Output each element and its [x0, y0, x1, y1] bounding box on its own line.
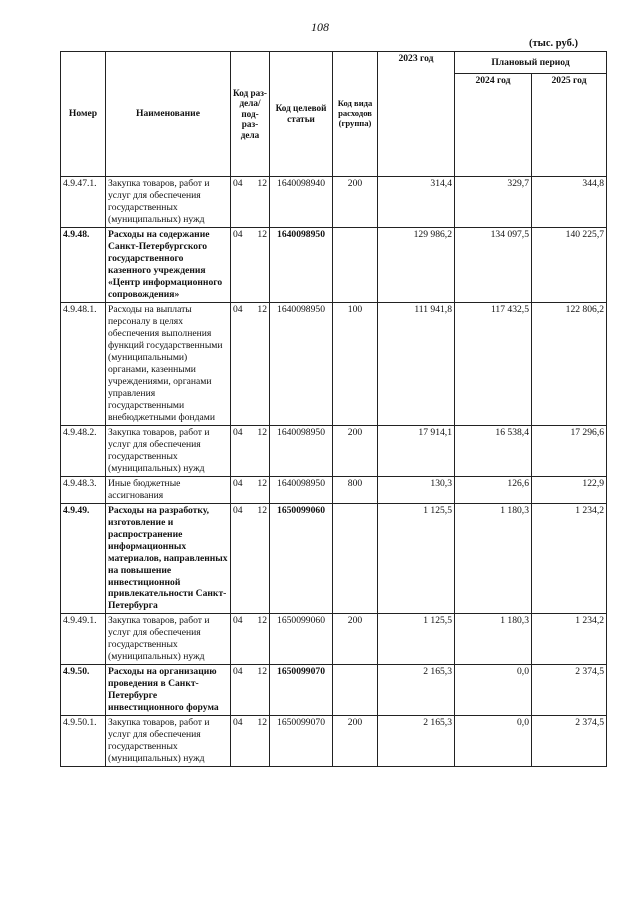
row-section-code: 04: [233, 303, 243, 315]
row-amount-2024: 16 538,4: [455, 425, 532, 476]
header-year-2024: 2024 год: [455, 73, 532, 176]
row-subsection-code: 12: [257, 477, 267, 489]
row-section-code: 04: [233, 477, 243, 489]
row-amount-2025: 2 374,5: [532, 716, 607, 767]
row-expense-type: [333, 665, 378, 716]
row-section-code: 04: [233, 666, 243, 678]
row-amount-2024: 1 180,3: [455, 614, 532, 665]
row-subsection-code: 12: [257, 717, 267, 729]
row-amount-2023: 2 165,3: [378, 665, 455, 716]
row-amount-2024: 134 097,5: [455, 227, 532, 302]
row-name: Закупка товаров, работ и услуг для обеспечения государственных (муниципальных) нужд: [106, 716, 231, 767]
row-number: 4.9.49.1.: [61, 614, 106, 665]
row-section: [231, 476, 270, 503]
row-expense-type: [333, 503, 378, 614]
header-name: Наименование: [106, 52, 231, 177]
row-amount-2024: 126,6: [455, 476, 532, 503]
row-amount-2023: 17 914,1: [378, 425, 455, 476]
table-row: [61, 503, 607, 614]
row-expense-type: 200: [333, 716, 378, 767]
row-name: Иные бюджетные ассигнования: [106, 476, 231, 503]
table-row: [61, 302, 607, 425]
row-amount-2024: 329,7: [455, 177, 532, 228]
header-year-2023: 2023 год: [378, 52, 455, 177]
row-target-article: 1640098950: [270, 476, 333, 503]
table-row: [61, 177, 607, 228]
row-amount-2023: 130,3: [378, 476, 455, 503]
row-number: 4.9.48.1.: [61, 302, 106, 425]
header-section: Код раз- дела/ под- раз- дела: [231, 52, 270, 177]
row-amount-2023: 2 165,3: [378, 716, 455, 767]
row-expense-type: 200: [333, 177, 378, 228]
row-amount-2024: 0,0: [455, 665, 532, 716]
units-label: (тыс. руб.): [529, 38, 578, 49]
row-section: [231, 425, 270, 476]
header-number: Номер: [61, 52, 106, 177]
row-section: [231, 716, 270, 767]
row-target-article: 1640098950: [270, 302, 333, 425]
row-section-code: 04: [233, 228, 243, 240]
row-subsection-code: 12: [257, 504, 267, 516]
header-planning-period: Плановый период: [455, 52, 607, 74]
row-number: 4.9.48.: [61, 227, 106, 302]
row-subsection-code: 12: [257, 228, 267, 240]
row-amount-2023: 129 986,2: [378, 227, 455, 302]
row-expense-type: 200: [333, 614, 378, 665]
table-row: [61, 665, 607, 716]
row-name: Закупка товаров, работ и услуг для обеспечения государственных (муниципальных) нужд: [106, 614, 231, 665]
row-section: [231, 302, 270, 425]
row-section: [231, 503, 270, 614]
row-target-article: 1640098940: [270, 177, 333, 228]
row-expense-type: 100: [333, 302, 378, 425]
row-number: 4.9.48.2.: [61, 425, 106, 476]
table-row: [61, 227, 607, 302]
row-section: [231, 614, 270, 665]
table-body: [61, 177, 607, 767]
header-expense-type: Код вида расходов (группа): [333, 52, 378, 177]
row-name: Закупка товаров, работ и услуг для обеспечения государственных (муниципальных) нужд: [106, 425, 231, 476]
row-section-code: 04: [233, 615, 243, 627]
row-amount-2025: 1 234,2: [532, 503, 607, 614]
row-expense-type: 800: [333, 476, 378, 503]
header-target-article: Код целевой статьи: [270, 52, 333, 177]
row-amount-2025: 17 296,6: [532, 425, 607, 476]
row-section: [231, 227, 270, 302]
row-subsection-code: 12: [257, 178, 267, 189]
row-name: Расходы на выплаты персоналу в целях обеспечения выполнения функций государственными (муниципальными) органами, казенными учреждениями, органами управления государственными внебюджетными фондами: [106, 302, 231, 425]
row-name: Расходы на организацию проведения в Санкт-Петербурге инвестиционного форума: [106, 665, 231, 716]
row-section: [231, 665, 270, 716]
row-amount-2025: 122 806,2: [532, 302, 607, 425]
row-number: 4.9.49.: [61, 503, 106, 614]
row-name: Закупка товаров, работ и услуг для обеспечения государственных (муниципальных) нужд: [106, 177, 231, 228]
row-target-article: 1650099070: [270, 716, 333, 767]
header-year-2025: 2025 год: [532, 73, 607, 176]
row-subsection-code: 12: [257, 666, 267, 678]
row-amount-2024: 0,0: [455, 716, 532, 767]
row-amount-2023: 314,4: [378, 177, 455, 228]
row-amount-2025: 140 225,7: [532, 227, 607, 302]
page-number: 108: [311, 20, 329, 34]
budget-table: [60, 51, 607, 767]
table-row: [61, 476, 607, 503]
row-amount-2023: 1 125,5: [378, 614, 455, 665]
row-amount-2025: 1 234,2: [532, 614, 607, 665]
row-number: 4.9.48.3.: [61, 476, 106, 503]
row-amount-2023: 111 941,8: [378, 302, 455, 425]
row-subsection-code: 12: [257, 615, 267, 627]
row-expense-type: 200: [333, 425, 378, 476]
row-section-code: 04: [233, 426, 243, 438]
row-section: [231, 177, 270, 228]
row-name: Расходы на содержание Санкт-Петербургского государственного казенного учреждения «Центр информационного сопровождения»: [106, 227, 231, 302]
row-target-article: 1650099060: [270, 614, 333, 665]
row-number: 4.9.47.1.: [61, 177, 106, 228]
table-row: [61, 425, 607, 476]
row-amount-2023: 1 125,5: [378, 503, 455, 614]
row-name: Расходы на разработку, изготовление и распространение информационных материалов, направленных на повышение инвестиционной привлекательности Санкт-Петербурга: [106, 503, 231, 614]
row-amount-2025: 122,9: [532, 476, 607, 503]
row-section-code: 04: [233, 504, 243, 516]
row-expense-type: [333, 227, 378, 302]
row-target-article: 1640098950: [270, 425, 333, 476]
row-target-article: 1640098950: [270, 227, 333, 302]
row-amount-2025: 2 374,5: [532, 665, 607, 716]
row-section-code: 04: [233, 178, 243, 189]
row-target-article: 1650099060: [270, 503, 333, 614]
row-section-code: 04: [233, 717, 243, 729]
row-amount-2024: 1 180,3: [455, 503, 532, 614]
table-row: [61, 716, 607, 767]
row-number: 4.9.50.1.: [61, 716, 106, 767]
row-amount-2024: 117 432,5: [455, 302, 532, 425]
row-subsection-code: 12: [257, 303, 267, 315]
row-number: 4.9.50.: [61, 665, 106, 716]
row-subsection-code: 12: [257, 426, 267, 438]
table-row: [61, 614, 607, 665]
row-target-article: 1650099070: [270, 665, 333, 716]
row-amount-2025: 344,8: [532, 177, 607, 228]
